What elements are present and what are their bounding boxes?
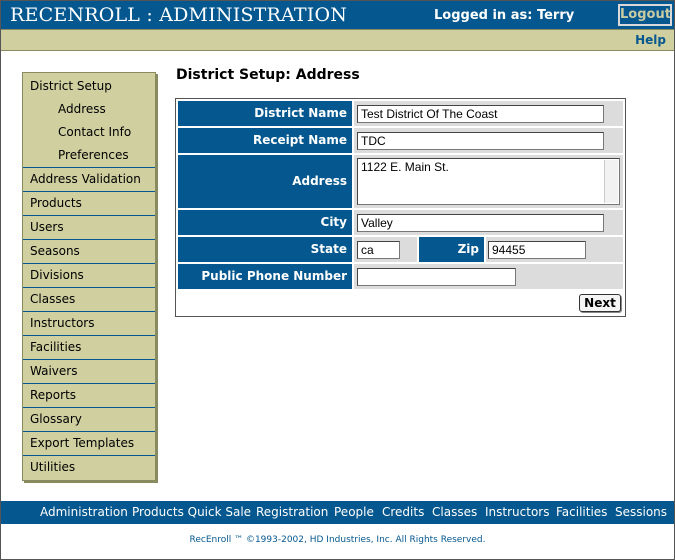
sidebar-item-district-setup[interactable]: District Setup [30, 79, 112, 93]
sidebar-item-reports[interactable]: Reports [23, 384, 155, 408]
footer-link-registration[interactable]: Registration [256, 505, 329, 519]
district-name-label: District Name [178, 101, 352, 126]
public-phone-label: Public Phone Number [178, 264, 352, 289]
zip-input[interactable]: 94455 [488, 241, 586, 259]
sidebar-item-divisions[interactable]: Divisions [23, 264, 155, 288]
sidebar-item-seasons[interactable]: Seasons [23, 240, 155, 264]
footer-link-products-quick-sale[interactable]: Products Quick Sale [132, 505, 252, 519]
sidebar-subitem-preferences[interactable]: Preferences [23, 144, 155, 168]
sidebar-item-users[interactable]: Users [23, 216, 155, 240]
public-phone-input[interactable] [357, 268, 516, 286]
sidebar-item-export-templates[interactable]: Export Templates [23, 432, 155, 456]
sidebar-item-instructors[interactable]: Instructors [23, 312, 155, 336]
receipt-name-input[interactable]: TDC [357, 132, 604, 150]
zip-label: Zip [419, 237, 484, 262]
sidebar-item-address-validation[interactable]: Address Validation [23, 168, 155, 192]
address-scrollbar[interactable] [604, 160, 618, 203]
next-button[interactable]: Next [579, 294, 621, 312]
sidebar-item-products[interactable]: Products [23, 192, 155, 216]
sidebar-item-classes[interactable]: Classes [23, 288, 155, 312]
sidebar-item-glossary[interactable]: Glossary [23, 408, 155, 432]
sidebar-item-waivers[interactable]: Waivers [23, 360, 155, 384]
footer-link-credits[interactable]: Credits [382, 505, 425, 519]
app-title: RECENROLL : ADMINISTRATION [10, 4, 348, 26]
city-input[interactable]: Valley [357, 214, 604, 232]
footer-nav [1, 501, 674, 524]
copyright-text: RecEnroll ™ ©1993-2002, HD Industries, Inc. All Rights Reserved. [189, 535, 486, 545]
help-link[interactable]: Help [635, 33, 666, 47]
sidebar-item-facilities[interactable]: Facilities [23, 336, 155, 360]
page-title: District Setup: Address [176, 67, 360, 83]
sidebar [22, 72, 156, 481]
sidebar-item-utilities[interactable]: Utilities [30, 460, 76, 474]
sidebar-subitem-contact-info[interactable]: Contact Info [58, 125, 132, 139]
state-input[interactable]: ca [357, 241, 400, 259]
footer-link-facilities[interactable]: Facilities [556, 505, 608, 519]
footer-link-sessions[interactable]: Sessions [615, 505, 668, 519]
city-label: City [178, 210, 352, 235]
receipt-name-label: Receipt Name [178, 128, 352, 153]
address-textarea[interactable] [357, 158, 620, 205]
header-bar [1, 1, 674, 29]
address-label: Address [178, 155, 352, 208]
footer-link-people[interactable]: People [334, 505, 374, 519]
address-text: 1122 E. Main St. [361, 160, 449, 174]
logout-button[interactable]: Logout [618, 4, 672, 26]
footer-link-classes[interactable]: Classes [432, 505, 478, 519]
footer-link-administration[interactable]: Administration [40, 505, 128, 519]
sidebar-subitem-address[interactable]: Address [58, 102, 106, 116]
logged-in-status: Logged in as: Terry [434, 8, 575, 23]
district-name-input[interactable]: Test District Of The Coast [357, 105, 604, 123]
state-label: State [178, 237, 352, 262]
footer-link-instructors[interactable]: Instructors [485, 505, 550, 519]
sub-header-bar [1, 29, 674, 51]
